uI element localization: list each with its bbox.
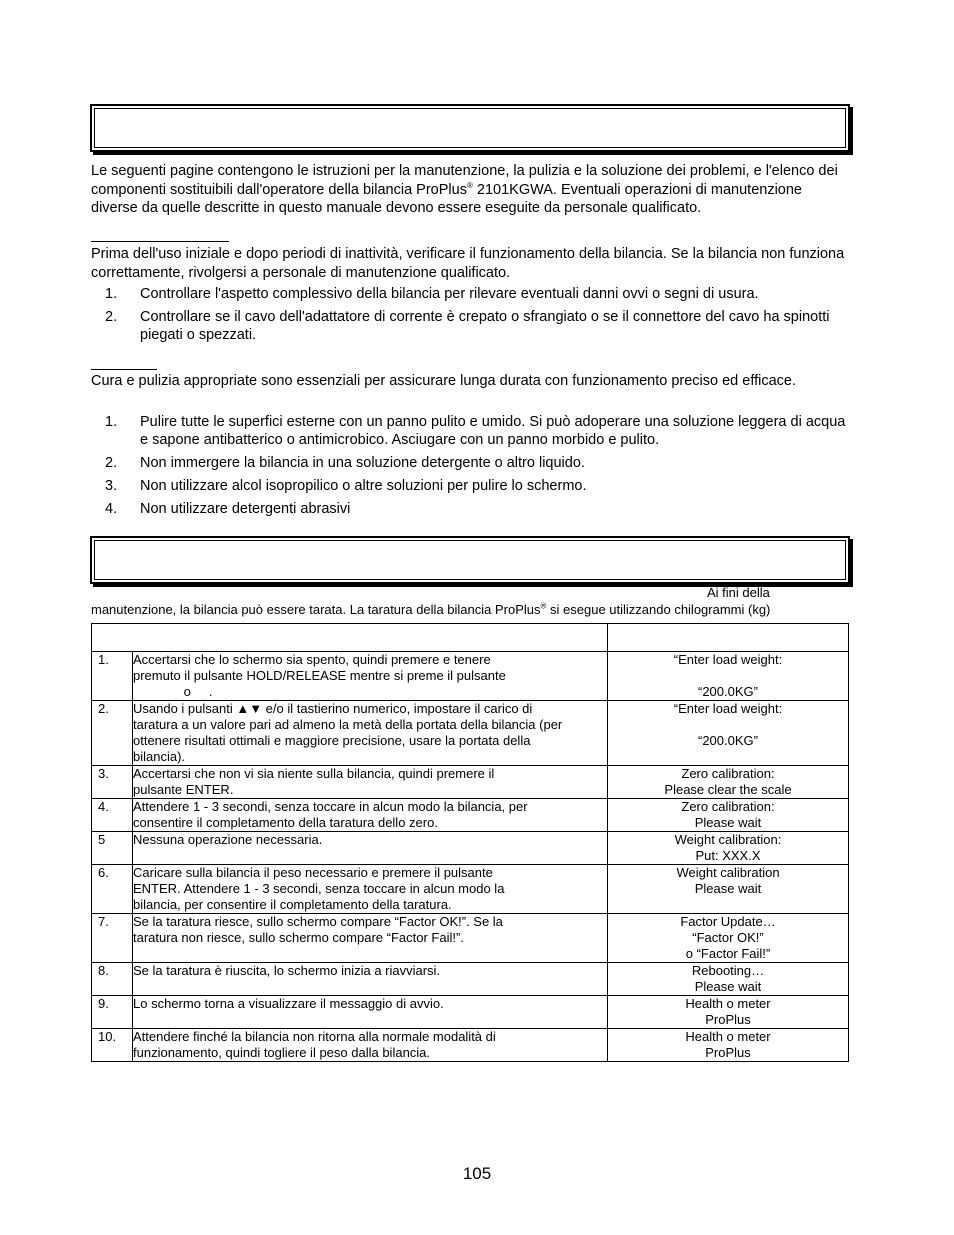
calibration-intro-text-2: manutenzione, la bilancia può essere tarata. La taratura della bilancia ProPlus (91, 602, 541, 617)
list-item (91, 413, 856, 449)
screen-display (608, 963, 849, 996)
screen-display-line: Rebooting… (691, 963, 765, 978)
table-row (92, 766, 849, 799)
screen-display (608, 1029, 849, 1062)
screen-display-line (608, 668, 848, 684)
list-item (91, 285, 856, 303)
screen-display-line: ProPlus (705, 1012, 751, 1027)
inspection-heading-underline (91, 241, 229, 242)
step-description (133, 652, 608, 701)
step-description (133, 996, 608, 1029)
table-row (92, 996, 849, 1029)
table-row (92, 701, 849, 766)
screen-display-line: Please wait (694, 815, 762, 830)
cleaning-list (91, 413, 856, 523)
screen-display-line: Weight calibration (676, 865, 780, 880)
step-description-line: funzionamento, quindi togliere il peso dalla bilancia. (133, 1045, 431, 1060)
section-header-box-maintenance (90, 104, 850, 152)
calibration-intro-text-3: si esegue utilizzando chilogrammi (kg) (546, 602, 771, 617)
list-item-number: 3. (105, 478, 118, 494)
step-description-line: ENTER. Attendere 1 - 3 secondi, senza toccare in alcun modo la (133, 881, 505, 896)
step-number: 3. (92, 766, 133, 799)
step-number: 8. (92, 963, 133, 996)
step-description (133, 799, 608, 832)
list-item-text: Controllare l'aspetto complessivo della bilancia per rilevare eventuali danni ovvi o segni di usura. (140, 286, 759, 302)
step-description-line: premuto il pulsante HOLD/RELEASE mentre si preme il pulsante (133, 668, 506, 683)
screen-display-line: Please wait (694, 979, 762, 994)
screen-display-line: “200.0KG” (698, 733, 758, 748)
screen-display-line: Weight calibration: (674, 832, 782, 847)
screen-display-line: Zero calibration: (681, 799, 775, 814)
cleaning-text: Cura e pulizia appropriate sono essenziali per assicurare lunga durata con funzionamento preciso ed efficace. (91, 373, 797, 389)
step-description-line: Lo schermo torna a visualizzare il messaggio di avvio. (133, 996, 444, 1011)
intro-paragraph (91, 162, 851, 218)
step-description (133, 865, 608, 914)
screen-display (608, 832, 849, 865)
step-description (133, 766, 608, 799)
calibration-intro-line2 (91, 602, 770, 618)
list-item-number: 2. (105, 455, 118, 471)
screen-display (608, 766, 849, 799)
cleaning-heading-underline (91, 369, 157, 370)
screen-display-line: “Enter load weight: (673, 652, 783, 667)
screen-display (608, 914, 849, 963)
list-item-text: Non utilizzare detergenti abrasivi (140, 501, 351, 517)
screen-display-line: “200.0KG” (698, 684, 758, 699)
section-header-box-calibration (90, 536, 850, 584)
screen-display-line: Health o meter (685, 1029, 771, 1044)
screen-display (608, 652, 849, 701)
step-number: 4. (92, 799, 133, 832)
step-description-line: bilancia). (133, 749, 186, 764)
table-row (92, 832, 849, 865)
step-description (133, 701, 608, 766)
list-item-text: Non utilizzare alcol isopropilico o altre soluzioni per pulire lo schermo. (140, 478, 587, 494)
step-description-line: taratura non riesce, sullo schermo compare “Factor Fail!”. (133, 930, 464, 945)
step-description-line: Nessuna operazione necessaria. (133, 832, 323, 847)
screen-display-line: “Factor OK!” (692, 930, 764, 945)
list-item (91, 477, 856, 495)
list-item-number: 2. (105, 309, 118, 325)
inspection-list (91, 285, 856, 349)
inspection-paragraph (91, 245, 851, 282)
step-description-line: Accertarsi che non vi sia niente sulla bilancia, quindi premere il (133, 766, 495, 781)
list-item-number: 4. (105, 501, 118, 517)
step-number: 10. (92, 1029, 133, 1062)
table-row (92, 914, 849, 963)
screen-display-line: ProPlus (705, 1045, 751, 1060)
step-description-line: Usando i pulsanti ▲▼ e/o il tastierino numerico, impostare il carico di (133, 701, 533, 716)
table-header-cell-screen (608, 624, 849, 652)
intro-text-continued: 2101KGWA. Eventuali operazioni di manutenzione diverse da quelle descritte in questo manuale devono essere eseguite da personale qualificato. (91, 181, 802, 216)
step-number: 2. (92, 701, 133, 766)
screen-display (608, 799, 849, 832)
table-header-cell-steps (92, 624, 608, 652)
step-number: 6. (92, 865, 133, 914)
screen-display-line: o “Factor Fail!” (685, 946, 771, 961)
step-description-line: o . (133, 684, 213, 699)
step-number: 1. (92, 652, 133, 701)
step-description-line: pulsante ENTER. (133, 782, 234, 797)
screen-display-line: Put: XXX.X (695, 848, 761, 863)
calibration-intro-text-1: Ai fini della (707, 585, 770, 600)
inspection-text: Prima dell'uso iniziale e dopo periodi di inattività, verificare il funzionamento della bilancia. Se la bilancia non funziona correttamente, rivolgersi a personale di manutenzione qualificato. (91, 246, 845, 281)
table-row (92, 1029, 849, 1062)
list-item-text: Non immergere la bilancia in una soluzione detergente o altro liquido. (140, 455, 585, 471)
step-description-line: taratura a un valore pari ad almeno la metà della portata della bilancia (per (133, 717, 563, 732)
step-number: 9. (92, 996, 133, 1029)
screen-display-line: “Enter load weight: (673, 701, 783, 716)
step-description-line: Se la taratura riesce, sullo schermo compare “Factor OK!”. Se la (133, 914, 503, 929)
step-description-line: Caricare sulla bilancia il peso necessario e premere il pulsante (133, 865, 493, 880)
step-description (133, 832, 608, 865)
step-number: 7. (92, 914, 133, 963)
step-description-line: Accertarsi che lo schermo sia spento, quindi premere e tenere (133, 652, 491, 667)
screen-display-line: Please wait (694, 881, 762, 896)
list-item (91, 308, 856, 344)
registered-mark: ® (466, 180, 473, 190)
table-row (92, 963, 849, 996)
calibration-table (91, 623, 849, 1062)
table-header-row (92, 624, 849, 652)
screen-display-line: Health o meter (685, 996, 771, 1011)
step-description (133, 914, 608, 963)
list-item-text: Pulire tutte le superfici esterne con un panno pulito e umido. Si può adoperare una soluzione leggera di acqua e sapone antibatterico o antimicrobico. Asciugare con un panno morbido e pulito. (140, 414, 846, 448)
step-description (133, 1029, 608, 1062)
table-row (92, 865, 849, 914)
step-description-line: consentire il completamento della taratura dello zero. (133, 815, 438, 830)
calibration-intro-line1 (707, 585, 770, 601)
registered-mark: ® (540, 601, 547, 611)
screen-display (608, 865, 849, 914)
list-item-number: 1. (105, 414, 118, 430)
screen-display (608, 701, 849, 766)
screen-display-line (608, 717, 848, 733)
step-number: 5 (92, 832, 133, 865)
list-item (91, 454, 856, 472)
screen-display-line: Please clear the scale (664, 782, 792, 797)
step-description (133, 963, 608, 996)
step-description-line: Se la taratura è riuscita, lo schermo inizia a riavviarsi. (133, 963, 441, 978)
list-item-number: 1. (105, 286, 118, 302)
cleaning-paragraph (91, 372, 851, 391)
screen-display (608, 996, 849, 1029)
table-row (92, 799, 849, 832)
screen-display-line: Factor Update… (680, 914, 776, 929)
table-row (92, 652, 849, 701)
page-number: 105 (462, 1164, 492, 1183)
step-description-line: ottenere risultati ottimali e maggiore precisione, usare la portata della (133, 733, 531, 748)
step-description-line: Attendere 1 - 3 secondi, senza toccare in alcun modo la bilancia, per (133, 799, 528, 814)
step-description-line: Attendere finché la bilancia non ritorna alla normale modalità di (133, 1029, 496, 1044)
step-description-line: bilancia, per consentire il completamento della taratura. (133, 897, 452, 912)
screen-display-line: Zero calibration: (681, 766, 775, 781)
list-item (91, 500, 856, 518)
intro-text: Le seguenti pagine contengono le istruzioni per la manutenzione, la pulizia e la soluzione dei problemi, e l'elenco dei componenti sostituibili dall'operatore della bilancia ProPlus (91, 163, 838, 198)
list-item-text: Controllare se il cavo dell'adattatore di corrente è crepato o sfrangiato o se il connettore del cavo ha spinotti piegati o spezzati. (140, 309, 830, 343)
